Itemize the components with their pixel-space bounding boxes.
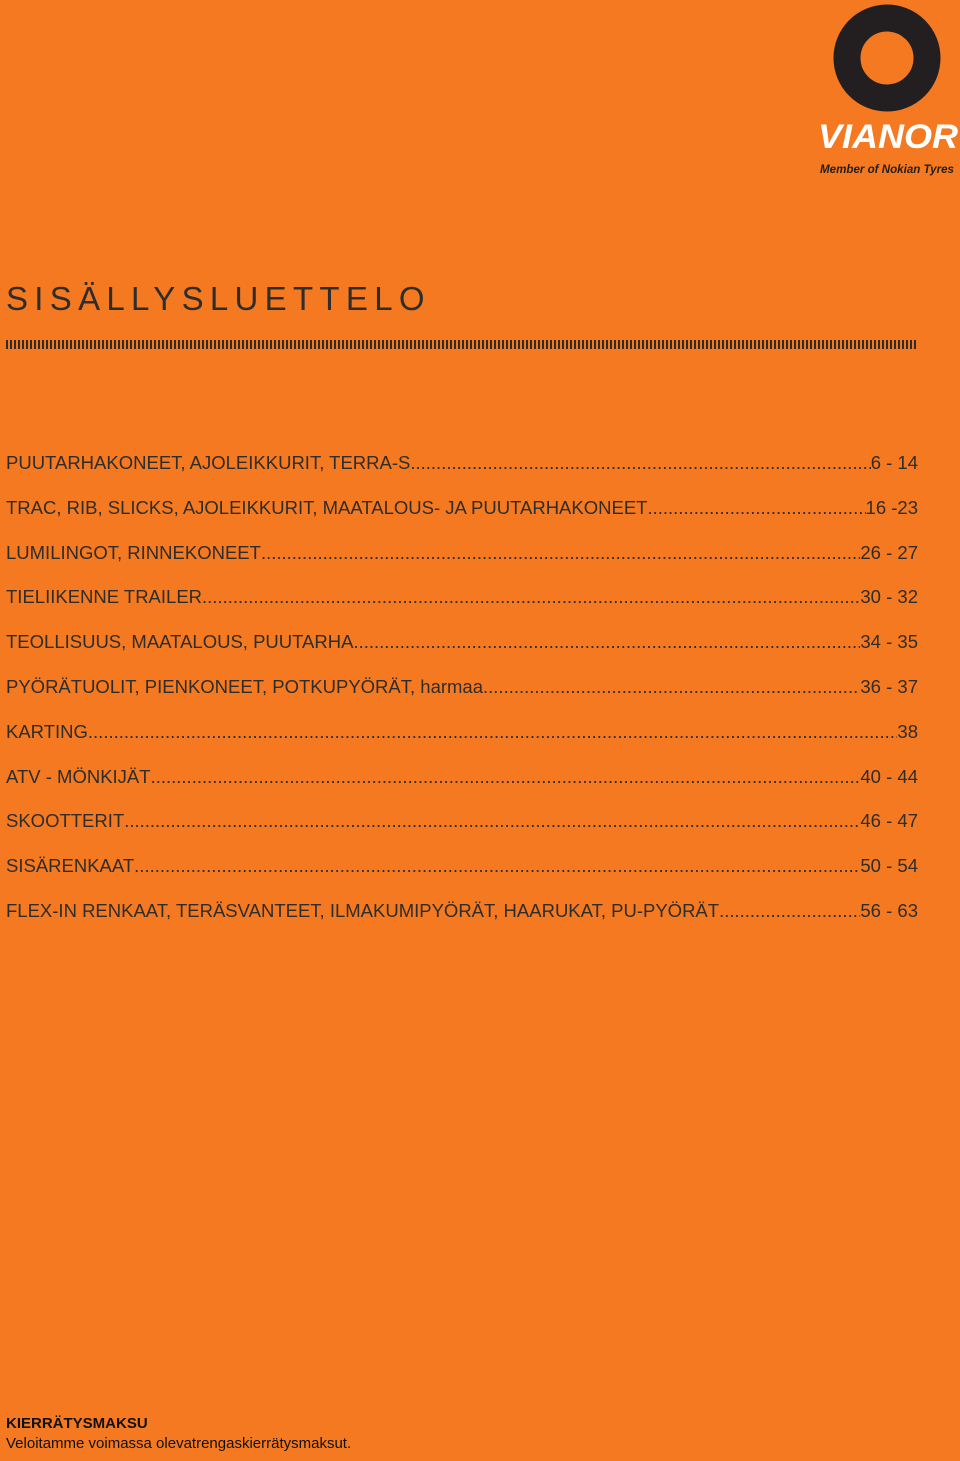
toc-entry-pages: 34 - 35 bbox=[860, 631, 918, 653]
table-of-contents bbox=[6, 452, 918, 945]
toc-entry-label: KARTING bbox=[6, 720, 88, 742]
toc-entry-pages: 38 bbox=[897, 720, 918, 742]
page-title: SISÄLLYSLUETTELO bbox=[6, 280, 431, 317]
toc-entry bbox=[6, 497, 918, 542]
toc-entry bbox=[6, 810, 918, 855]
vianor-logo bbox=[812, 0, 960, 185]
toc-entry bbox=[6, 766, 918, 811]
toc-entry-label: TIELIIKENNE TRAILER bbox=[6, 586, 203, 608]
logo-tagline: Member of Nokian Tyres bbox=[820, 164, 954, 176]
toc-leader-dots bbox=[134, 855, 860, 877]
toc-entry-label: LUMILINGOT, RINNEKONEET bbox=[6, 541, 261, 563]
toc-entry-pages: 36 - 37 bbox=[860, 675, 918, 697]
toc-leader-dots bbox=[202, 586, 860, 608]
toc-entry-label: PUUTARHAKONEET, AJOLEIKKURIT, TERRA-S bbox=[6, 452, 411, 473]
toc-entry-pages: 26 - 27 bbox=[860, 541, 918, 563]
footer-title: KIERRÄTYSMAKSU bbox=[6, 1415, 148, 1432]
toc-entry-pages: 50 - 54 bbox=[860, 855, 918, 877]
toc-entry-pages: 16 -23 bbox=[865, 496, 918, 518]
toc-entry-pages: 6 - 14 bbox=[870, 452, 918, 473]
toc-entry-label: ATV - MÖNKIJÄT bbox=[6, 765, 151, 787]
toc-leader-dots bbox=[124, 810, 860, 832]
toc-entry bbox=[6, 586, 918, 631]
toc-entry bbox=[6, 676, 918, 721]
toc-leader-dots bbox=[647, 497, 865, 519]
toc-entry-pages: 46 - 47 bbox=[860, 810, 918, 832]
toc-entry-pages: 40 - 44 bbox=[860, 765, 918, 787]
toc-entry bbox=[6, 721, 918, 766]
toc-entry bbox=[6, 900, 918, 945]
title-divider bbox=[6, 340, 917, 349]
toc-entry-label: SISÄRENKAAT bbox=[6, 855, 135, 877]
toc-entry bbox=[6, 452, 918, 497]
toc-entry bbox=[6, 631, 918, 676]
toc-entry-pages: 30 - 32 bbox=[860, 586, 918, 608]
tyre-ring-icon bbox=[847, 18, 927, 98]
toc-entry-label: TRAC, RIB, SLICKS, AJOLEIKKURIT, MAATALOUS- JA PUUTARHAKONEET bbox=[6, 496, 648, 518]
toc-leader-dots bbox=[353, 631, 860, 653]
toc-leader-dots bbox=[151, 766, 861, 788]
toc-entry bbox=[6, 855, 918, 900]
toc-leader-dots bbox=[88, 721, 898, 743]
toc-leader-dots bbox=[410, 452, 870, 474]
toc-entry-label: SKOOTTERIT bbox=[6, 810, 125, 832]
toc-entry-pages: 56 - 63 bbox=[860, 899, 918, 921]
footer bbox=[6, 1414, 351, 1454]
toc-entry bbox=[6, 542, 918, 587]
footer-text: Veloitamme voimassa olevatrengaskierrätysmaksut. bbox=[6, 1435, 352, 1452]
toc-leader-dots bbox=[719, 900, 860, 922]
toc-entry-label: TEOLLISUUS, MAATALOUS, PUUTARHA bbox=[6, 631, 354, 653]
toc-leader-dots bbox=[483, 676, 860, 698]
logo-wordmark: VIANOR bbox=[818, 118, 959, 156]
toc-entry-label: PYÖRÄTUOLIT, PIENKONEET, POTKUPYÖRÄT, harmaa bbox=[6, 675, 484, 697]
toc-leader-dots bbox=[261, 542, 860, 564]
toc-entry-label: FLEX-IN RENKAAT, TERÄSVANTEET, ILMAKUMIPYÖRÄT, HAARUKAT, PU-PYÖRÄT bbox=[6, 899, 720, 921]
